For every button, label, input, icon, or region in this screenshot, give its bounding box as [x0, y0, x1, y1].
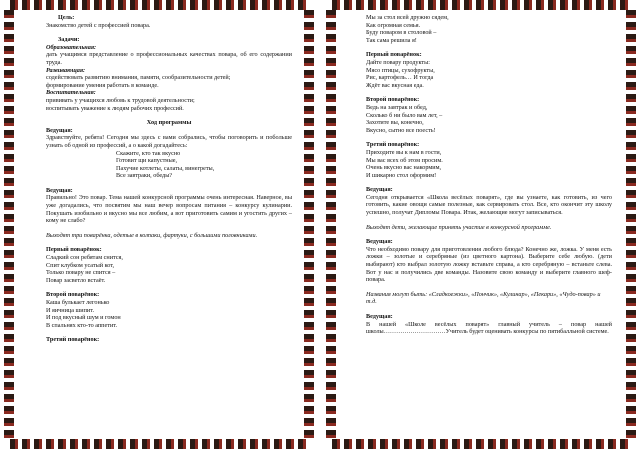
text-line: Буду поваром в столовой –: [366, 29, 437, 37]
text-line: Мясо птицы, сухофрукты,: [366, 66, 435, 74]
section-heading: Воспитательная:: [46, 89, 96, 97]
page-text: [366, 14, 612, 435]
text-line: Сколько б ни было вам лет, –: [366, 111, 443, 119]
section-heading: Ход программы: [146, 119, 192, 127]
paragraph-spacer: [366, 306, 612, 313]
text-line: Названия могут быть: «Сладкоежки», «Пончик», «Кулинар», «Пекари», «Чудо-повар» и т.д.: [366, 290, 601, 306]
paragraph-spacer: [46, 112, 292, 119]
text-line: Каша булькает легонько: [46, 299, 110, 306]
page-border-left: [326, 10, 336, 439]
section-heading: Второй поварёнок:: [46, 291, 100, 299]
text-line: Как огромная семья.: [366, 21, 421, 29]
text-line: Захотите вы, конечно,: [366, 119, 424, 127]
text-line: Рис, картофель… И тогда: [366, 74, 434, 82]
text-line: Пахучие котлеты, салаты, винегреты,: [116, 164, 215, 172]
section-heading: Первый поварёнок:: [366, 51, 422, 59]
section-heading: Цель:: [58, 14, 75, 21]
section-heading: Ведущая:: [366, 186, 393, 194]
text-line: Повар засветло встаёт.: [46, 276, 106, 284]
paragraph-spacer: [366, 89, 612, 96]
paragraph-spacer: [46, 239, 292, 246]
section-heading: Третий поварёнок:: [46, 336, 100, 344]
section-heading: Третий поварёнок:: [366, 141, 420, 149]
text-line: Ведь на завтрак и обед,: [366, 103, 428, 111]
paragraph-spacer: [366, 231, 612, 238]
section-heading: Ведущая:: [46, 186, 73, 194]
page-border-bottom: [332, 439, 630, 449]
text-line: И шикарно стол оформим!: [366, 171, 437, 179]
text-line: воспитывать уважение к людям рабочих профессий.: [46, 104, 184, 112]
paragraph-spacer: [46, 329, 292, 336]
document-page-right: [326, 0, 636, 449]
text-line: Очень вкусно вас накормим,: [366, 164, 442, 172]
text-line: Правильно! Это повар. Тема нашей конкурсной программы очень интересная. Наверное, вы уже догадались, что посвятим мы наш вечер вопросам питания – конкурсу кулинарии. Покушать изобильно и вкусно мы все любим, а вот приготовить самим и угостить других – кому не слабо?: [46, 194, 292, 225]
text-line: Так сама решила я!: [366, 36, 417, 44]
paragraph-spacer: [366, 284, 612, 291]
text-line: Мы за стол всей дружно сядем,: [366, 14, 449, 21]
document-page-left: [4, 0, 314, 449]
text-line: И яичница шипит.: [46, 306, 94, 314]
text-line: Скажите, кто так вкусно: [116, 149, 181, 157]
text-line: Сегодня открывается «Школа весёлых поварят», где вы узнаете, как готовить, из чего готовить, какие овощи самые полезные, как сервировать стол. Все, кто окончит эту школу успешно, получат Дипломы Повара. Итак, желающие могут записываться.: [366, 193, 612, 217]
text-line: прививать у учащихся любовь к трудовой деятельности;: [46, 96, 195, 104]
paragraph-spacer: [46, 180, 292, 187]
page-border-right: [304, 10, 314, 439]
text-line: Спит клубком усатый кот,: [46, 261, 115, 269]
section-heading: Первый поварёнок:: [46, 246, 102, 254]
paragraph-spacer: [366, 217, 612, 224]
text-line: Только повару не спится –: [46, 269, 116, 277]
text-line: Что необходимо повару для приготовления любого блюда? Конечно же, ложка. У меня есть ложки – золотые и серебряные (из цветного картона). Выберите себе любую. (дети выбирают) кто выбрал золотую ложку вставьте справа, а кто серебряную – встаньте слева. Вот у нас и получились две команды. Назовите свою команду и выберите главного шеф-повара.: [366, 245, 612, 284]
paragraph-spacer: [46, 284, 292, 291]
section-heading: Ведущая:: [46, 126, 73, 134]
section-heading: Второй поварёнок:: [366, 96, 420, 104]
text-line: Выходят три поварёнка, одетые в колпаки, фартуки, с большими половниками.: [46, 231, 258, 239]
text-line: В спальнях кто-то аппетит.: [46, 321, 118, 329]
section-heading: Развивающая:: [46, 66, 86, 74]
text-line: Сладкий сон ребятам снится,: [46, 254, 123, 262]
paragraph-spacer: [46, 225, 292, 232]
paragraph-spacer: [366, 44, 612, 51]
page-border-top: [332, 0, 630, 10]
page-border-right: [626, 10, 636, 439]
text-line: Знакомство детей с профессией повара.: [46, 21, 151, 29]
text-line: Ждёт вас вкусная еда.: [366, 81, 424, 89]
text-line: Приходите вы к нам в гости,: [366, 148, 442, 156]
text-line: Выходят дети, желающие принять участие в конкурсной программе.: [366, 223, 552, 231]
text-line: Вкусно, сытно все поесть!: [366, 126, 436, 134]
text-line: Готовит щи капустные,: [116, 157, 178, 165]
page-border-top: [10, 0, 308, 10]
text-line: Дайте повару продукты:: [366, 58, 430, 66]
section-heading: Образовательная:: [46, 43, 97, 51]
page-text: [46, 14, 292, 435]
text-line: Мы вас всех об этом просим.: [366, 156, 443, 164]
text-line: Здравствуйте, ребята! Сегодня мы здесь с вами собрались, чтобы поговорить и побольше узнать об одной из профессий, а о какой догадайтесь:: [46, 134, 292, 149]
text-line: формирование умения работать в команде.: [46, 81, 159, 89]
text-line: Все завтраки, обеды?: [116, 172, 173, 180]
page-border-left: [4, 10, 14, 439]
text-line: В нашей «Школе весёлых поварят» главный учитель – повар нашей школы…………………………Учитель будет оценивать конкурсы по пятибалльной системе.: [366, 320, 612, 336]
section-heading: Ведущая:: [366, 238, 393, 246]
paragraph-spacer: [46, 29, 292, 36]
page-border-bottom: [10, 439, 308, 449]
text-line: И под вкусный шум и гомон: [46, 314, 121, 322]
paragraph-spacer: [366, 179, 612, 186]
text-line: содействовать развитию внимания, памяти, сообразительности детей;: [46, 74, 231, 82]
paragraph-spacer: [366, 134, 612, 141]
section-heading: Ведущая:: [366, 313, 393, 320]
section-heading: Задачи:: [58, 36, 80, 44]
text-line: дать учащимся представление о профессиональных качествах повара, об его содержании труда.: [46, 51, 292, 66]
